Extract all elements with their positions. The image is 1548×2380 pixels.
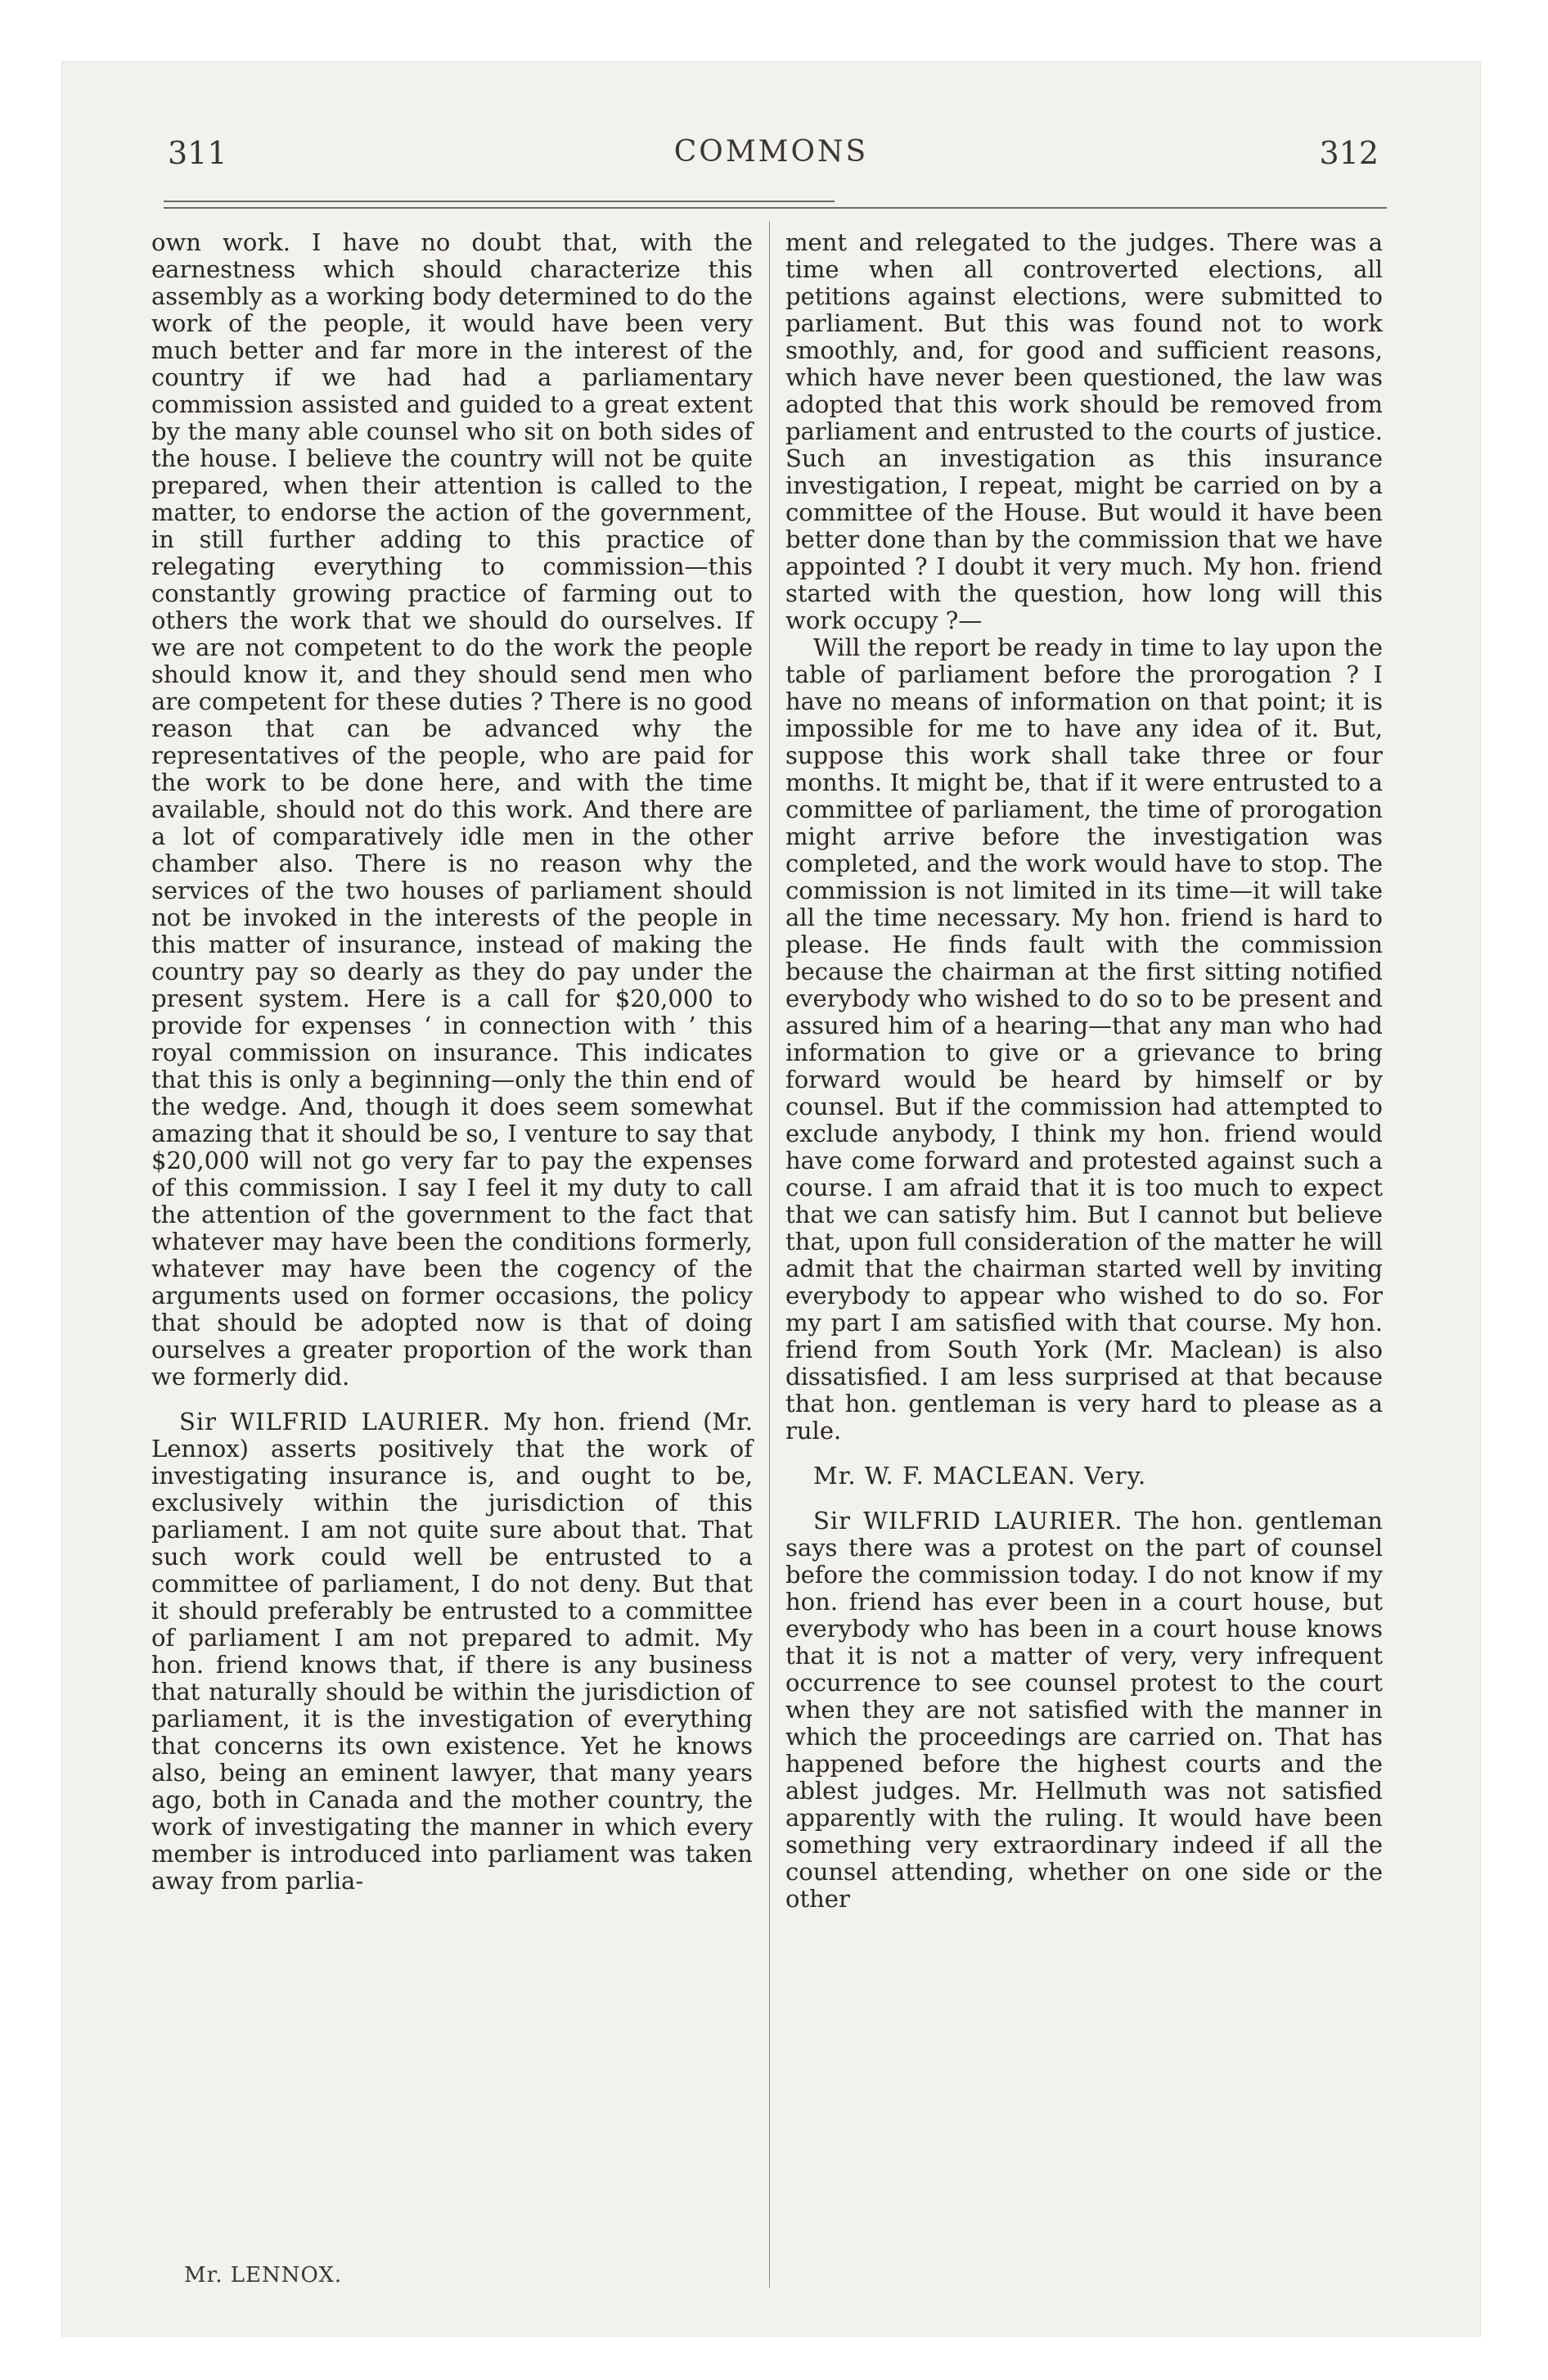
header-rule-short — [164, 201, 835, 202]
right-paragraph-1: ment and relegated to the judges. There was a time when all controverted elections, all petitions against elections, were submitted to parliament. But this was found not to work smoothly, and, for good and sufficient reasons, which have never been questioned, the law was adopted that this work should be removed from parliament and entrusted to the courts of justice. Such an investigation as this insurance investigation, I repeat, might be carried on by a committee of the House. But would it have been better done than by the commission that we have appointed ? I doubt it very much. My hon. friend started with the question, how long will this work occupy ?— — [785, 228, 1383, 634]
header-rule-long — [164, 207, 1387, 209]
speaker-name: Sir WILFRID LAURIER. — [813, 1507, 1123, 1535]
right-page-number: 312 — [1319, 135, 1379, 171]
footer-speaker-name: Mr. LENNOX. — [184, 2263, 343, 2288]
speaker-name: Sir WILFRID LAURIER. — [179, 1408, 491, 1436]
left-page-number: 311 — [168, 135, 227, 171]
running-head-title: COMMONS — [673, 135, 869, 169]
document-page — [61, 61, 1481, 2337]
speech-text: My hon. friend (Mr. Lennox) asserts positively that the work of investigating insurance is, and ought to be, exclusively within the jurisdiction of this parliament. I am not quite sure about that. That such work could well be entrusted to a committee of parliament, I do not deny. But that it should preferably be entrusted to a committee of parliament I am not prepared to admit. My hon. friend knows that, if there is any business that naturally should be within the jurisdiction of parliament, it is the investigation of everything that concerns its own existence. Yet he knows also, being an eminent lawyer, that many years ago, both in Canada and the mother country, the work of investigating the manner in which every member is introduced into parliament was taken away from parlia- — [151, 1408, 753, 1895]
right-column — [785, 229, 1383, 1913]
right-paragraph-3: Mr. W. F. MACLEAN. Very. — [813, 1462, 1147, 1490]
right-paragraph-2: Will the report be ready in time to lay upon the table of parliament before the prorogation ? I have no means of information on that point; it is impossible for me to have any idea of it. But, suppose this work shall take three or four months. It might be, that if it were entrusted to a committee of parliament, the time of prorogation might arrive before the investigation was completed, and the work would have to stop. The commission is not limited in its time—it will take all the time necessary. My hon. friend is hard to please. He finds fault with the commission because the chairman at the first sitting notified everybody who wished to do so to be present and assured him of a hearing—that any man who had information to give or a grievance to bring forward would be heard by himself or by counsel. But if the commission had attempted to exclude anybody, I think my hon. friend would have come forward and protested against such a course. I am afraid that it is too much to expect that we can satisfy him. But I cannot but believe that, upon full consideration of the matter he will admit that the chairman started well by inviting everybody to appear who wished to do so. For my part I am satisfied with that course. My hon. friend from South York (Mr. Maclean) is also dissatisfied. I am less surprised at that because that hon. gentleman is very hard to please as a rule. — [785, 633, 1383, 1445]
left-paragraph-2 — [151, 1409, 753, 1895]
left-column — [151, 229, 753, 1895]
speech-text: The hon. gentleman says there was a protest on the part of counsel before the commission today. I do not know if my hon. friend has ever been in a court house, but everybody who has been in a court house knows that it is not a matter of very, very infrequent occurrence to see counsel protest to the court when they are not satisfied with the manner in which the proceedings are carried on. That has happened before the highest courts and the ablest judges. Mr. Hellmuth was not satisfied apparently with the ruling. It would have been something very extraordinary indeed if all the counsel attending, whether on one side or the other — [785, 1507, 1383, 1913]
column-divider — [769, 221, 770, 2288]
page-header — [61, 135, 1481, 192]
left-paragraph-1: own work. I have no doubt that, with the earnestness which should characterize this assembly as a working body determined to do the work of the people, it would have been very much better and far more in the interest of the country if we had had a parliamentary commission assisted and guided to a great extent by the many able counsel who sit on both sides of the house. I believe the country will not be quite prepared, when their attention is called to the matter, to endorse the action of the government, in still further adding to this practice of relegating everything to commission—this constantly growing practice of farming out to others the work that we should do ourselves. If we are not competent to do the work the people should know it, and they should send men who are competent for these duties ? There is no good reason that can be advanced why the representatives of the people, who are paid for the work to be done here, and with the time available, should not do this work. And there are a lot of comparatively idle men in the other chamber also. There is no reason why the services of the two houses of parliament should not be invoked in the interests of the people in this matter of insurance, instead of making the country pay so dearly as they do pay under the present system. Here is a call for $20,000 to provide for expenses ‘ in connection with ’ this royal commission on insurance. This indicates that this is only a beginning—only the thin end of the wedge. And, though it does seem somewhat amazing that it should be so, I venture to say that $20,000 will not go very far to pay the expenses of this commission. I say I feel it my duty to call the attention of the government to the fact that whatever may have been the conditions formerly, whatever may have been the cogency of the arguments used on former occasions, the policy that should be adopted now is that of doing ourselves a greater proportion of the work than we formerly did. — [151, 228, 753, 1391]
right-paragraph-4 — [785, 1508, 1383, 1913]
